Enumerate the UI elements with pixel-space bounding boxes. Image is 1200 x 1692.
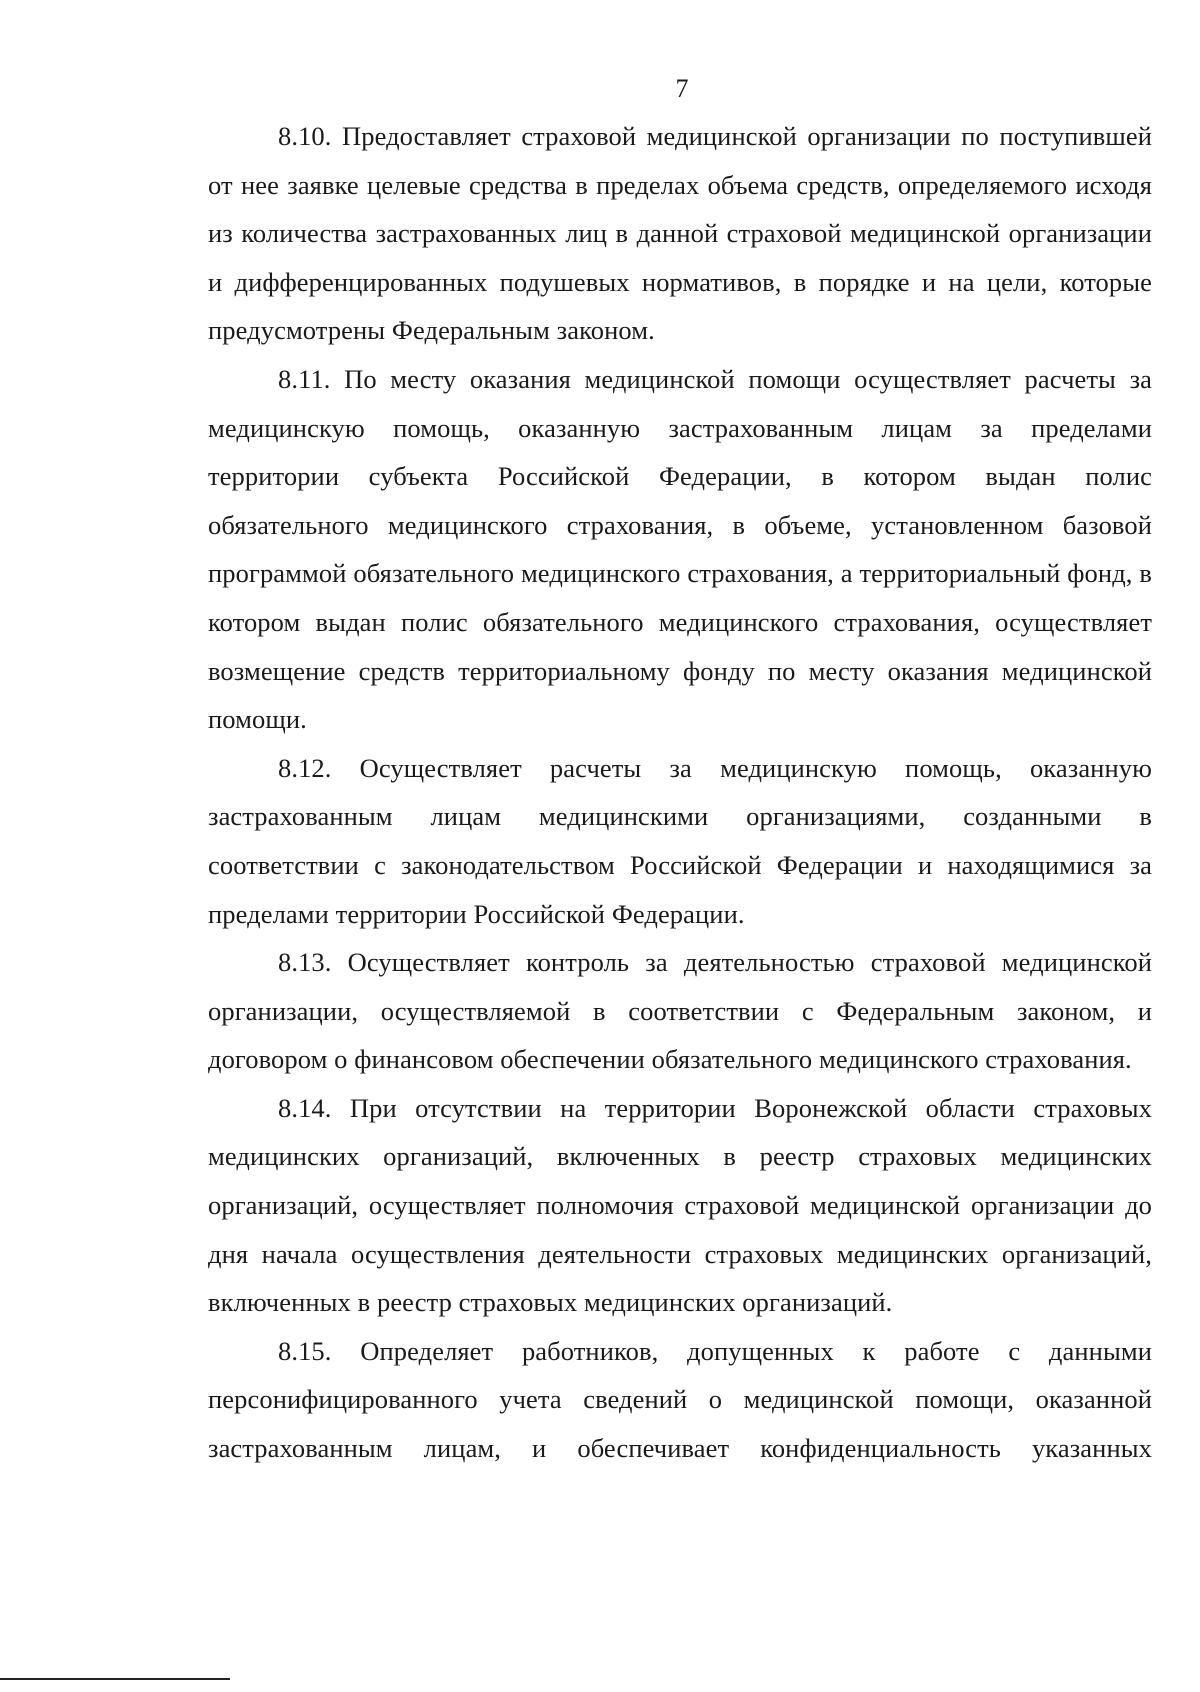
footer-divider [0,1678,230,1680]
paragraph-8-15: 8.15. Определяет работников, допущенных к работе с данными персонифицированного учета сведений о медицинской помощи, оказанной застрахованным лицам, и обеспечивает конфиденциальность указанных [208,1335,1152,1464]
document-body [208,112,1152,1473]
paragraph-8-11: 8.11. По месту оказания медицинской помощи осуществляет расчеты за медицинскую помощь, оказанную застрахованным лицам за пределами территории субъекта Российской Федерации, в котором выдан полис обязательного медицинского страхования, в объеме, установленном базовой программой обязательного медицинского страхования, а территориальный фонд, в котором выдан полис обязательного медицинского страхования, осуществляет возмещение средств территориальному фонду по месту оказания медицинской помощи. [208,363,1152,735]
page-number: 7 [675,74,689,103]
paragraph-8-14: 8.14. При отсутствии на территории Воронежской области страховых медицинских организаций, включенных в реестр страховых медицинских организаций, осуществляет полномочия страховой медицинской организации до дня начала осуществления деятельности страховых медицинских организаций, включенных в реестр страховых медицинских организаций. [208,1092,1152,1318]
paragraph-8-13: 8.13. Осуществляет контроль за деятельностью страховой медицинской организации, осуществляемой в соответствии с Федеральным законом, и договором о финансовом обеспечении обязательного медицинского страхования. [208,947,1152,1075]
paragraph-8-10: 8.10. Предоставляет страховой медицинской организации по поступившей от нее заявке целевые средства в пределах объема средств, определяемого исходя из количества застрахованных лиц в данной страховой медицинской организации и дифференцированных подушевых нормативов, в порядке и на цели, которые предусмотрены Федеральным законом. [208,121,1152,346]
paragraph-8-12: 8.12. Осуществляет расчеты за медицинскую помощь, оказанную застрахованным лицам медицинскими организациями, созданными в соответствии с законодательством Российской Федерации и находящимися за пределами территории Российской Федерации. [208,752,1152,929]
